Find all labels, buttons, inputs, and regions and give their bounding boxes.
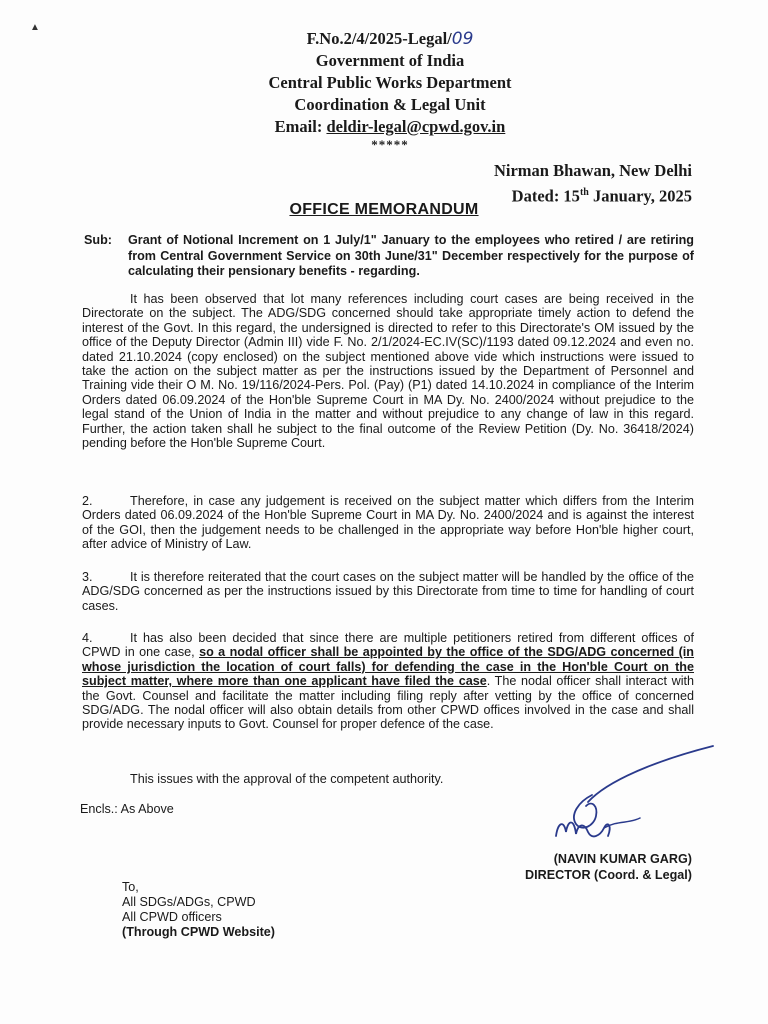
- date-prefix: Dated: 15: [511, 186, 580, 206]
- file-number: F.No.2/4/2025-Legal/: [306, 29, 452, 48]
- paragraph-4: [82, 631, 694, 732]
- paragraph-3: [82, 570, 694, 613]
- subject-text: Grant of Notional Increment on 1 July/1" January to the employees who retired / are retiring from Central Government Service on 30th June/31" December respectively for the purpose of calculating their pensionary benefits - regarding.: [128, 233, 694, 278]
- paragraph-3-text: It is therefore reiterated that the court cases on the subject matter will be handled by the office of the ADG/SDG concerned as per the instructions issued by this Directorate from time to time for handling of court cases.: [82, 570, 694, 613]
- recipient-2: All CPWD officers: [122, 910, 222, 924]
- subject-label: Sub:: [84, 233, 112, 247]
- enclosures: Encls.: As Above: [80, 802, 174, 816]
- paragraph-2-number: 2.: [82, 494, 93, 508]
- paragraph-2-text: Therefore, in case any judgement is received on the subject matter which differs from the Interim Orders dated 06.09.2024 of the Hon'ble Supreme Court in MA Dy. No. 2400/2024 and is against the interest of the GOI, then the judgement needs to be challenged in the appropriate way before Hon'ble higher court, after advice of Ministry of Law.: [82, 494, 694, 552]
- email-link[interactable]: deldir-legal@cpwd.gov.in: [326, 117, 506, 136]
- recipients-block: [122, 880, 275, 940]
- paragraph-4-text-a: It has also been decided that since there are multiple petitioners retired from different offices of CPWD in one case,: [82, 631, 694, 660]
- scan-speck: ▲: [30, 22, 40, 33]
- signatory-block: [525, 851, 692, 883]
- date-superscript: th: [579, 187, 589, 198]
- signatory-designation: DIRECTOR (Coord. & Legal): [525, 868, 692, 882]
- date-suffix: January, 2025: [588, 186, 692, 206]
- paragraph-4-text-b: . The nodal officer shall interact with the Govt. Counsel and facilitate the matter including filing reply after vetting by the office of concerned SDG/ADG. The nodal officer will also obtain details from other CPWD offices involved in the case and shall provide necessary inputs to Govt. Counsel for proper defence of the case.: [82, 674, 694, 732]
- approval-text: This issues with the approval of the competent authority.: [130, 772, 444, 786]
- paragraph-2: [82, 494, 694, 552]
- memo-title: OFFICE MEMORANDUM: [289, 201, 479, 218]
- paragraph-4-emphasis: so a nodal officer shall be appointed by the office of the SDG/ADG concerned (in whose jurisdiction the location of court falls) for defending the case in the Hon'ble Court on the subject matter, where more than one applicant have filed the case: [82, 645, 695, 689]
- recipient-channel: (Through CPWD Website): [122, 925, 275, 939]
- govt-line: Government of India: [315, 51, 465, 70]
- recipients-to: To,: [122, 880, 139, 894]
- file-number-handwritten: 09: [451, 29, 474, 49]
- signatory-name: (NAVIN KUMAR GARG): [553, 852, 692, 866]
- email-label: Email:: [274, 117, 327, 136]
- letterhead: [200, 28, 580, 152]
- separator-stars: *****: [371, 137, 409, 152]
- location: Nirman Bhawan, New Delhi: [493, 161, 692, 180]
- paragraph-1: [82, 292, 694, 450]
- unit-line: Coordination & Legal Unit: [294, 95, 486, 114]
- department-line: Central Public Works Department: [268, 73, 512, 92]
- email-line: [200, 116, 580, 138]
- paragraph-3-number: 3.: [82, 570, 93, 584]
- subject-block: [84, 233, 694, 280]
- handwritten-signature: [548, 740, 718, 860]
- paragraph-4-number: 4.: [82, 631, 93, 645]
- paragraph-1-text: It has been observed that lot many references including court cases are being received in the Directorate on the subject. The ADG/SDG concerned should take appropriate timely action to defend the interest of the Govt. In this regard, the undersigned is directed to refer to this Directorate's OM issued by the office of the Deputy Director (Admin III) vide F. No. 2/1/2024-EC.IV(SC)/1193 dated 09.12.2024 and even no. dated 21.10.2024 (copy enclosed) on the subject mentioned above vide which instructions were issued to take the action on the subject matter as per the instructions issued by the Department of Personnel and Training vide their O M. No. 19/116/2024-Pers. Pol. (Pay) (P1) dated 14.10.2024 in compliance of the Interim Orders dated 06.09.2024 of the Hon'ble Supreme Court in MA Dy. No. 2400/2024 without prejudice to the legal stand of the Union of India in the matter and without prejudice to any change of law in this regard. Further, the action taken shall he subject to the final outcome of the Review Petition (Dy. No. 36418/2024) pending before the Hon'ble Supreme Court.: [82, 292, 694, 451]
- recipient-1: All SDGs/ADGs, CPWD: [122, 895, 256, 909]
- file-number-line: [200, 28, 580, 50]
